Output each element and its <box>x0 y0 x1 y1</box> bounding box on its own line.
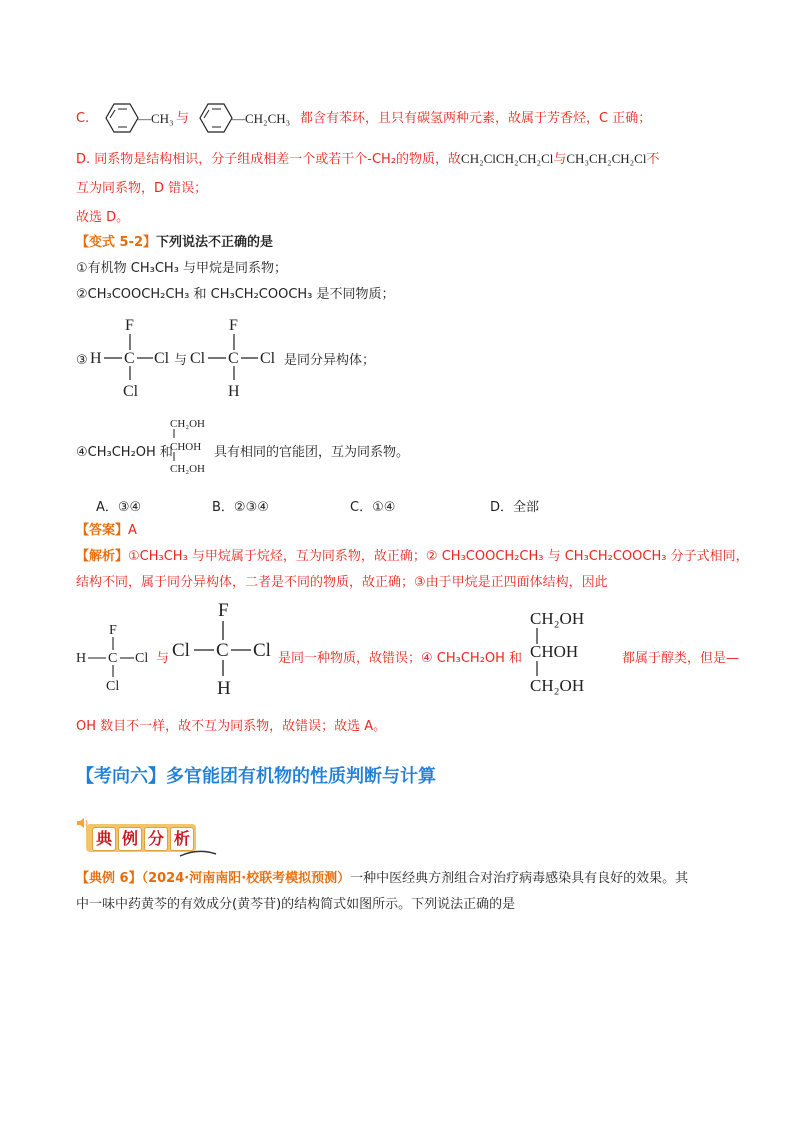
analysis-label: 【解析】 <box>76 549 129 564</box>
benzene-ring <box>200 104 232 132</box>
and-text: 与 <box>156 651 170 666</box>
analysis-mid-text: 是同一种物质，故错误；④ CH₃CH₂OH 和 <box>278 651 523 666</box>
svg-text:CHOH: CHOH <box>170 441 202 453</box>
statement-3-prefix: ③ <box>76 353 88 368</box>
molecule-hcfcl2-b <box>190 316 280 402</box>
line-c <box>76 110 89 128</box>
svg-text:Cl: Cl <box>154 350 170 367</box>
answer <box>76 522 137 540</box>
answer-value: A <box>128 523 137 538</box>
ethyl-label: —CH₂CH₃ <box>232 111 291 126</box>
example-line-2: 中一味中药黄芩的有效成分(黄芩苷)的结构简式如图所示。下列说法正确的是 <box>76 897 516 912</box>
line-d-end: 不 <box>646 152 660 167</box>
svg-text:Cl: Cl <box>106 679 120 694</box>
svg-text:F: F <box>229 317 238 334</box>
example-text-1: 一种中医经典方剂组合对治疗病毒感染具有良好的效果。其 <box>350 871 689 886</box>
option-a[interactable]: A．③④ <box>96 500 142 515</box>
molecule-hcfcl2-c <box>76 620 154 696</box>
statement-4-end: 具有相同的官能团，互为同系物。 <box>214 445 410 460</box>
svg-text:H: H <box>90 350 102 367</box>
svg-text:Cl: Cl <box>135 651 149 666</box>
statement-1: ①有机物 CH₃CH₃ 与甲烷是同系物； <box>76 261 288 276</box>
svg-text:F: F <box>218 600 229 621</box>
svg-text:CH₂OH: CH₂OH <box>530 676 585 695</box>
line-d-cont: 互为同系物，D 错误； <box>76 181 208 196</box>
formula-1: CH₂ClCH₂CH₂Cl <box>461 151 554 166</box>
variant-title <box>76 234 273 252</box>
svg-text:C: C <box>108 651 118 666</box>
svg-text:CH₂OH: CH₂OH <box>170 463 206 475</box>
banner-char: 分 <box>144 827 168 851</box>
svg-text:H: H <box>76 651 87 666</box>
svg-text:Cl: Cl <box>190 350 206 367</box>
statement-3-end: 是同分异构体； <box>284 353 376 368</box>
analysis-line-4: OH 数目不一样，故不互为同系物，故错误；故选 A。 <box>76 719 387 734</box>
molecule-hcfcl2-a <box>90 316 172 402</box>
variant-label: 【变式 5-2】 <box>76 235 157 250</box>
analysis-mid-text-2: 都属于醇类，但是— <box>622 651 740 666</box>
svg-text:H: H <box>228 383 240 400</box>
answer-label: 【答案】 <box>76 523 129 538</box>
banner-char: 析 <box>170 827 194 851</box>
glycerol-structure-small <box>168 414 220 476</box>
line-d <box>76 150 659 169</box>
svg-text:Cl: Cl <box>260 350 276 367</box>
methyl-label: —CH₃ <box>138 111 174 126</box>
svg-text:Cl: Cl <box>123 383 139 400</box>
svg-text:F: F <box>109 623 117 638</box>
analysis-text-1: ①CH₃CH₃ 与甲烷属于烷烃，互为同系物，故正确；② CH₃COOCH₂CH₃ 与 CH₃CH₂COOCH₃ 分子式相同， <box>128 549 749 564</box>
option-c-prefix: C. <box>76 111 90 126</box>
and-text: 与 <box>176 111 190 126</box>
and-text: 与 <box>553 152 567 167</box>
svg-text:C: C <box>216 640 229 661</box>
variant-question: 下列说法不正确的是 <box>156 235 274 250</box>
svg-text:F: F <box>125 317 134 334</box>
analysis-line-1 <box>76 548 749 566</box>
svg-text:H: H <box>217 678 231 699</box>
svg-text:C: C <box>228 350 239 367</box>
formula-2: CH₃CH₂CH₂Cl <box>566 151 647 166</box>
statement-2: ②CH₃COOCH₂CH₃ 和 CH₃CH₂COOCH₃ 是不同物质； <box>76 287 395 302</box>
line-d-text: D. 同系物是结构相识，分子组成相差一个或若干个-CH₂的物质，故 <box>76 152 462 167</box>
toluene-structure <box>96 100 176 136</box>
line-c-text: 都含有苯环，且只有碳氢两种元素，故属于芳香烃，C 正确； <box>300 111 652 126</box>
pen-decoration-icon <box>178 848 218 858</box>
svg-text:CHOH: CHOH <box>530 642 579 661</box>
choose-d: 故选 D。 <box>76 210 130 225</box>
svg-text:Cl: Cl <box>172 640 190 661</box>
example-analysis-banner <box>76 816 206 856</box>
example-label: 【典例 6】 <box>76 871 142 886</box>
banner-char: 例 <box>118 827 142 851</box>
svg-text:Cl: Cl <box>253 640 271 661</box>
glycerol-structure-large <box>528 606 608 696</box>
option-c[interactable]: C．①④ <box>350 500 396 515</box>
ethylbenzene-structure <box>190 100 302 136</box>
option-b[interactable]: B．②③④ <box>212 500 269 515</box>
svg-text:CH₂OH: CH₂OH <box>530 609 585 628</box>
svg-text:CH₂OH: CH₂OH <box>170 418 206 430</box>
example-source: （2024·河南南阳·校联考模拟预测） <box>141 871 351 886</box>
analysis-line-2: 结构不同，属于同分异构体，二者是不同的物质，故正确；③由于甲烷是正四面体结构，因此 <box>76 575 608 590</box>
benzene-ring <box>106 104 138 132</box>
banner-char: 典 <box>92 827 116 851</box>
section-heading: 【考向六】多官能团有机物的性质判断与计算 <box>76 766 436 787</box>
example-line-1 <box>76 870 688 888</box>
option-d[interactable]: D．全部 <box>490 500 540 515</box>
and-text: 与 <box>174 353 188 368</box>
svg-text:C: C <box>124 350 135 367</box>
molecule-hcfcl2-d <box>172 600 276 699</box>
statement-4-prefix: ④CH₃CH₂OH 和 <box>76 445 173 460</box>
